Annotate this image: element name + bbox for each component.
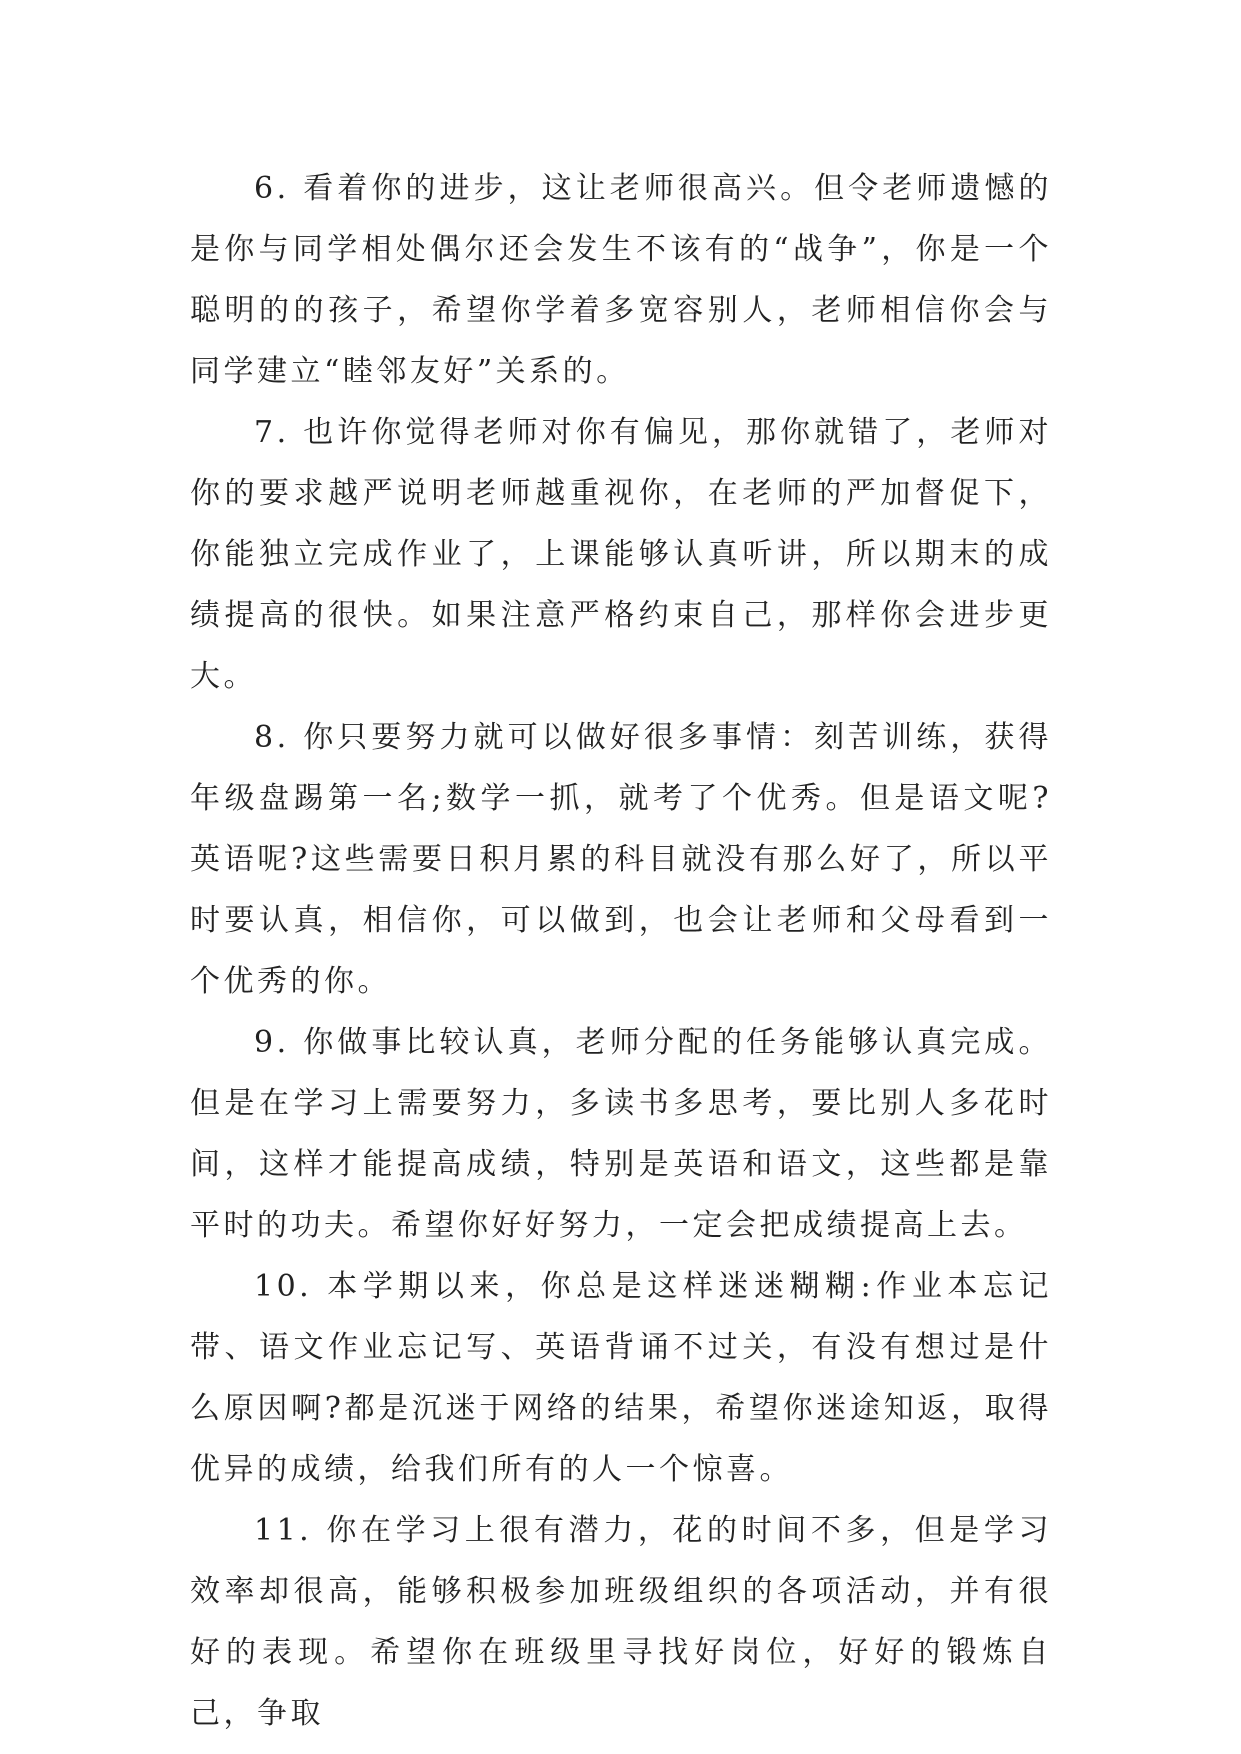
paragraph-9: 9. 你做事比较认真，老师分配的任务能够认真完成。但是在学习上需要努力，多读书多思考，要比别人多花时间，这样才能提高成绩，特别是英语和语文，这些都是靠平时的功夫。希望你好好努力，一定会把成绩提高上去。 xyxy=(190,1025,1052,1243)
paragraph-7: 7. 也许你觉得老师对你有偏见，那你就错了，老师对你的要求越严说明老师越重视你，在老师的严加督促下，你能独立完成作业了，上课能够认真听讲，所以期末的成绩提高的很快。如果注意严格约束自己，那样你会进步更大。 xyxy=(190,415,1052,694)
paragraph-6: 6. 看着你的进步，这让老师很高兴。但令老师遗憾的是你与同学相处偶尔还会发生不该有的“战争”，你是一个聪明的的孩子，希望你学着多宽容别人，老师相信你会与同学建立“睦邻友好”关系的。 xyxy=(190,171,1052,389)
paragraph-10: 10. 本学期以来，你总是这样迷迷糊糊:作业本忘记带、语文作业忘记写、英语背诵不过关，有没有想过是什么原因啊?都是沉迷于网络的结果，希望你迷途知返，取得优异的成绩，给我们所有的人一个惊喜。 xyxy=(190,1269,1052,1487)
paragraph-11: 11. 你在学习上很有潜力，花的时间不多，但是学习效率却很高，能够积极参加班级组织的各项活动，并有很好的表现。希望你在班级里寻找好岗位，好好的锻炼自己，争取 xyxy=(190,1513,1052,1731)
document-body xyxy=(190,158,1052,1744)
paragraph-8: 8. 你只要努力就可以做好很多事情：刻苦训练，获得年级盘踢第一名;数学一抓，就考了个优秀。但是语文呢?英语呢?这些需要日积月累的科目就没有那么好了，所以平时要认真，相信你，可以做到，也会让老师和父母看到一个优秀的你。 xyxy=(190,720,1052,999)
